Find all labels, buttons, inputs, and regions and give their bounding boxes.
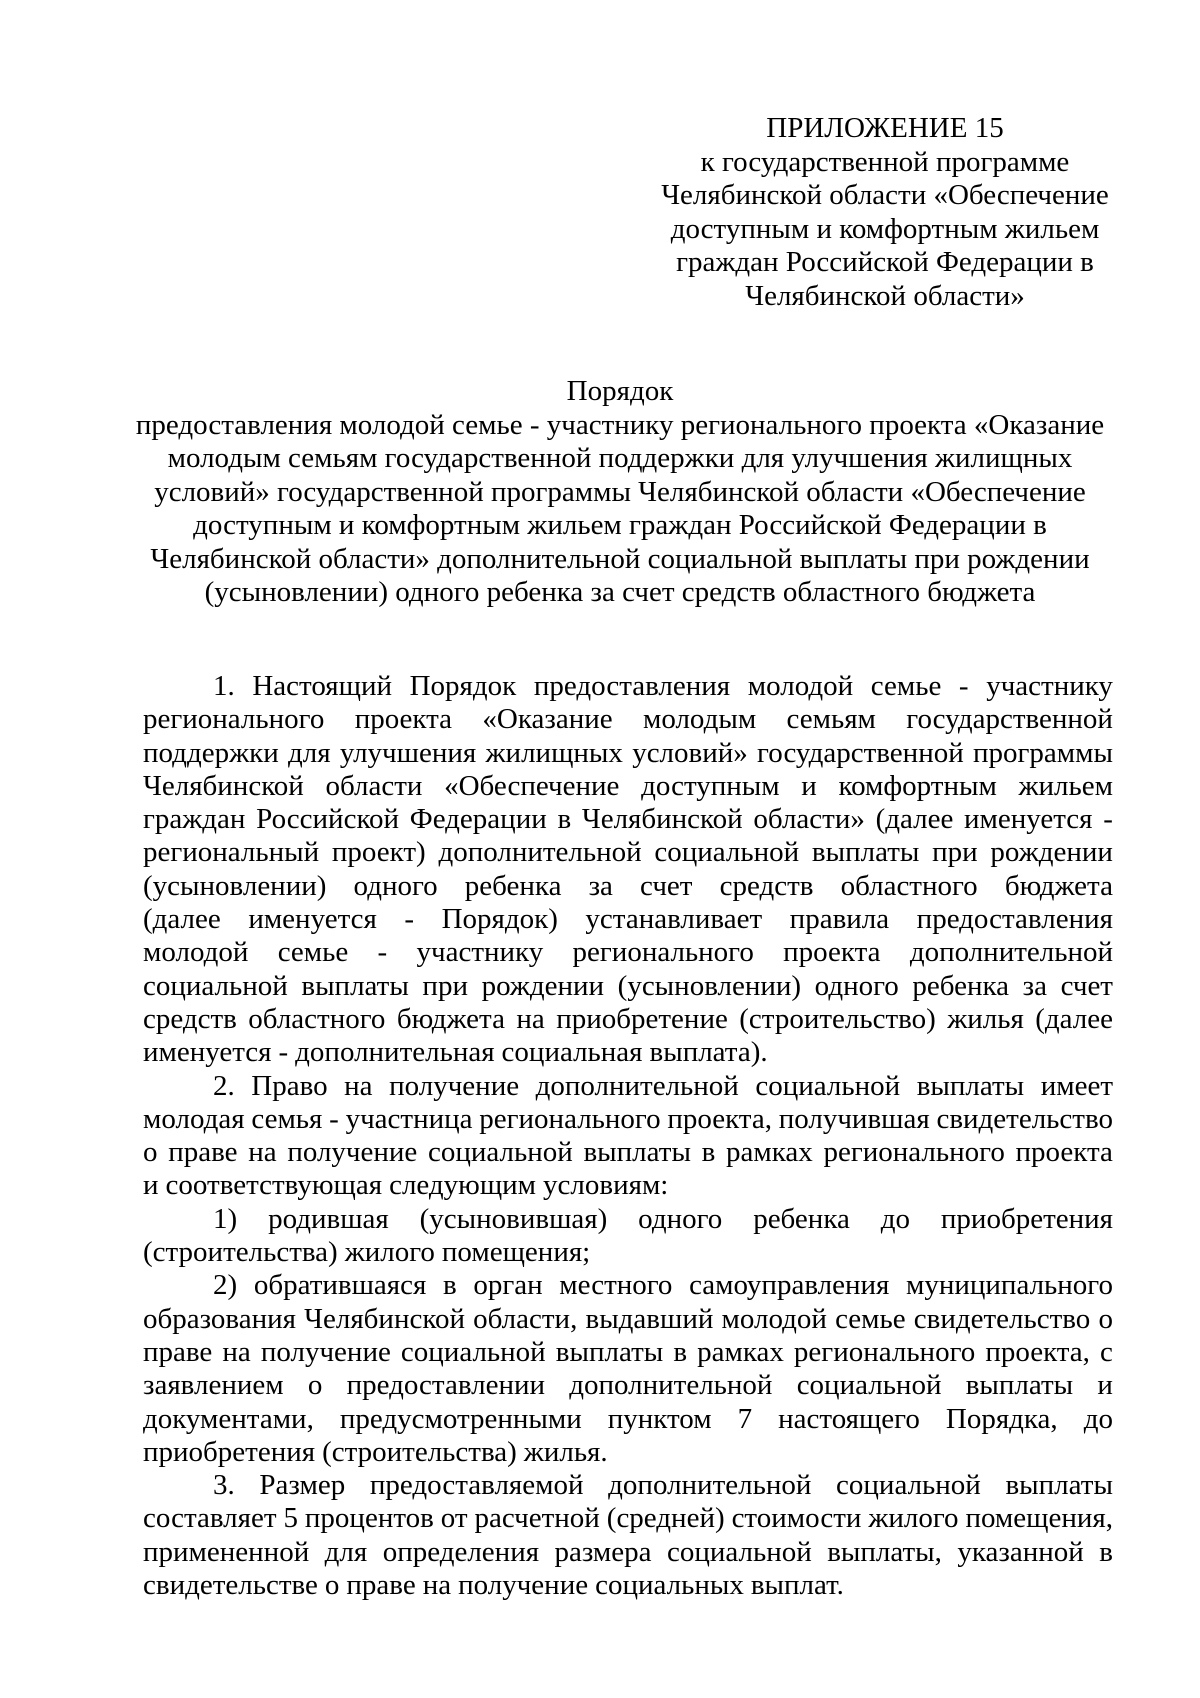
body-line (143, 970, 1113, 1003)
body-word: Челябинской (304, 1302, 465, 1335)
body-word: поддержки (143, 736, 279, 769)
body-word: свидетельство (936, 1102, 1113, 1135)
body-word: рамках (726, 1136, 813, 1169)
body-word: семьям (786, 703, 876, 736)
body-line (143, 1236, 1113, 1269)
body-word: счет (640, 869, 693, 902)
body-word: одного (638, 1202, 723, 1235)
body-word: (далее (143, 903, 221, 936)
body-word: - (404, 903, 415, 936)
body-word: в (442, 1269, 457, 1302)
appendix-line: доступным и комфортным жильем (670, 212, 1100, 245)
body-word: участнику (986, 670, 1113, 702)
body-word: средств (719, 869, 814, 902)
body-line (143, 1469, 1113, 1502)
body-line (143, 1003, 1113, 1036)
body-word: с (1100, 1335, 1113, 1368)
body-word: о (307, 1369, 323, 1402)
body-word: - (1103, 803, 1113, 836)
body-word: социальной (755, 1069, 901, 1102)
body-word: до (1083, 1402, 1113, 1435)
body-word: дополнительная (295, 1036, 495, 1069)
body-word: приобретения (143, 1435, 316, 1468)
body-word: орган (473, 1269, 543, 1302)
body-line (143, 1536, 1113, 1569)
body-line (143, 1569, 1113, 1602)
body-word: «Обеспечение (444, 769, 620, 802)
body-word: 7 (737, 1402, 753, 1435)
body-word: выплаты (1005, 1469, 1113, 1502)
body-word: о (324, 1569, 340, 1602)
body-word: регионального (823, 1136, 1005, 1169)
body-word: участница (345, 1102, 473, 1135)
title-line: Челябинской области» дополнительной социальной выплаты при рождении (150, 542, 1090, 575)
body-word: от (440, 1502, 468, 1535)
body-word: - (958, 670, 969, 702)
title-heading: Порядок (566, 375, 674, 407)
body-word: соответствующая (165, 1169, 383, 1202)
body-word: именуется (964, 803, 1093, 836)
body-word: самоуправления (689, 1269, 890, 1302)
body-word: молодой (143, 936, 249, 969)
body-line (143, 803, 1113, 836)
body-word: за (588, 869, 613, 902)
body-word: при (422, 969, 468, 1002)
body-word: условиям: (543, 1169, 669, 1202)
title-line: молодым семьям государственной поддержки для улучшения жилищных (167, 442, 1073, 474)
body-line (143, 1136, 1113, 1169)
body-word: имеет (1040, 1069, 1113, 1102)
body-word: молодой (721, 1302, 827, 1335)
body-word: жилья (947, 1002, 1024, 1035)
body-word: и (801, 769, 817, 802)
body-word: предоставлении (346, 1369, 546, 1402)
appendix-line: Челябинской области «Обеспечение (661, 179, 1109, 211)
body-word: проекта (1015, 1136, 1113, 1169)
body-word: области (325, 769, 423, 802)
body-word: свидетельство (913, 1302, 1091, 1335)
body-word: документами, (143, 1402, 314, 1435)
body-word: получение (287, 1136, 418, 1169)
body-word: 1. (213, 670, 235, 702)
body-word: указанной (957, 1535, 1084, 1568)
body-word: (средней) (606, 1502, 725, 1535)
body-word: проекта, (985, 1335, 1090, 1368)
body-word: 5 (283, 1502, 298, 1535)
body-word: жилищных (485, 736, 623, 769)
body-word: (строительство) (739, 1002, 936, 1035)
body-line (143, 1169, 1113, 1202)
body-word: следующим (389, 1169, 537, 1202)
body-line (143, 1336, 1113, 1369)
body-word: государственной (757, 736, 964, 769)
body-word: доступным (641, 769, 780, 802)
body-word: заявлением (143, 1369, 284, 1402)
body-word: 2) (213, 1269, 238, 1302)
body-word: в (673, 1335, 688, 1368)
body-word: Настоящий (252, 670, 392, 702)
body-word: родившая (268, 1202, 389, 1235)
body-word: социальной (836, 1469, 981, 1502)
body-word: социальной (654, 836, 800, 869)
body-word: региональный (143, 836, 320, 869)
body-word: рамках (697, 1335, 784, 1368)
body-line (143, 1403, 1113, 1436)
body-word: праве (346, 1569, 416, 1602)
body-word: приобретение (556, 1002, 728, 1035)
body-word: предоставления (916, 903, 1113, 936)
body-word: устанавливает (585, 903, 763, 936)
body-word: при (932, 836, 978, 869)
body-line (143, 1436, 1113, 1469)
body-line (143, 1203, 1113, 1236)
body-word: праве (143, 1335, 213, 1368)
body-word: Размер (259, 1469, 346, 1502)
body-word: (усыновлении) (617, 969, 802, 1002)
body-line (143, 737, 1113, 770)
body-word: социальной (796, 1369, 942, 1402)
body-line (143, 836, 1113, 869)
body-word: областного (840, 869, 978, 902)
body-line (143, 1303, 1113, 1336)
appendix-line: Челябинской области» (745, 279, 1025, 312)
body-word: выплаты (583, 1136, 691, 1169)
body-word: «Оказание (482, 703, 613, 736)
body-word: ребенка (912, 969, 1010, 1002)
body-word: настоящего (778, 1402, 920, 1435)
body-word: семье (835, 1302, 906, 1335)
body-word: регионального (793, 1335, 976, 1368)
body-line (143, 903, 1113, 936)
body-word: именуется (248, 903, 377, 936)
body-word: молодая (143, 1102, 245, 1135)
body-word: социальной (143, 969, 288, 1002)
body-word: программы (973, 736, 1113, 769)
body-word: предусмотренными (339, 1402, 582, 1435)
body-word: Порядок (409, 670, 517, 702)
body-word: проекта, (667, 1102, 772, 1135)
body-word: в (1099, 1535, 1113, 1568)
body-word: за (1022, 969, 1047, 1002)
body-word: (далее (875, 803, 954, 836)
body-word: на (516, 1002, 545, 1035)
body-word: дополнительной (608, 1469, 812, 1502)
body-line (143, 1502, 1113, 1535)
body-word: (усыновлении) (143, 869, 327, 902)
body-word: жилого (868, 1502, 959, 1535)
body-word: расчетной (474, 1502, 600, 1535)
body-word: и (143, 1169, 159, 1202)
body-word: 3. (213, 1469, 235, 1502)
body-word: выдавший (585, 1302, 714, 1335)
title-line: доступным и комфортным жильем граждан Российской Федерации в (193, 509, 1047, 541)
body-word: на (222, 1335, 251, 1368)
title-line: предоставления молодой семье - участнику регионального проекта «Оказание (135, 408, 1105, 441)
body-word: области, (473, 1302, 578, 1335)
body-word: социальной (666, 1535, 812, 1568)
appendix-header (660, 112, 1110, 313)
body-word: получение (458, 1569, 589, 1602)
body-word: семье (277, 936, 349, 969)
body-word: правила (789, 903, 890, 936)
body-word: стоимости (731, 1502, 862, 1535)
body-word: регионального (572, 936, 754, 969)
appendix-line: к государственной программе (700, 145, 1070, 178)
body-word: социальной (400, 1335, 546, 1368)
body-word: области» (753, 803, 865, 836)
body-word: пунктом (607, 1402, 712, 1435)
body-word: образования (143, 1302, 296, 1335)
body-word: предоставления (533, 670, 731, 702)
body-word: Право (251, 1069, 328, 1102)
body-word: семья (251, 1102, 323, 1135)
body-line (143, 1103, 1113, 1136)
body-line (143, 870, 1113, 903)
body-word: процентов (304, 1502, 434, 1535)
body-word: в (701, 1136, 716, 1169)
body-word: дополнительной (438, 836, 642, 869)
body-word: социальная (501, 1036, 643, 1069)
body-line (143, 770, 1113, 803)
body-line (143, 1036, 1113, 1069)
body-word: проект) (331, 836, 426, 869)
body-word: на (422, 1569, 452, 1602)
body-word: - (329, 1102, 339, 1135)
body-word: помещения; (441, 1236, 591, 1269)
body-word: Порядок) (441, 903, 558, 936)
body-word: проекта (783, 936, 881, 969)
body-word: (строительства) (143, 1236, 338, 1269)
body-word: выплата). (649, 1036, 768, 1069)
body-word: жилья. (523, 1435, 608, 1468)
body-word: Челябинской (581, 803, 743, 836)
body-word: средств (143, 1002, 237, 1035)
body-word: 1) (213, 1202, 238, 1235)
body-word: помещения, (965, 1502, 1113, 1535)
body-word: бюджета (1004, 869, 1113, 902)
body-word: одного (814, 969, 899, 1002)
body-word: именуется (143, 1036, 272, 1069)
body-word: местного (559, 1269, 673, 1302)
body-word: улучшения (339, 736, 477, 769)
body-word: счет (1060, 969, 1113, 1002)
body-word: размера (554, 1535, 652, 1568)
body-word: молодой (747, 670, 854, 702)
body-word: примененной (143, 1535, 310, 1568)
body-word: получение (260, 1335, 391, 1368)
body-word: определения (382, 1535, 540, 1568)
body-word: выплат. (750, 1569, 844, 1602)
body-word: выплаты (555, 1335, 664, 1368)
body-word: обратившаяся (253, 1269, 427, 1302)
body-word: регионального (143, 703, 325, 736)
body-word: Федерации (409, 803, 547, 836)
body-word: выплаты, (827, 1535, 942, 1568)
body-word: получившая (778, 1102, 930, 1135)
body-word: 2. (213, 1069, 235, 1102)
body-word: выплаты (811, 836, 920, 869)
body-word: бюджета (396, 1002, 505, 1035)
body-word: ребенка (464, 869, 562, 902)
body-word: социальной (428, 1136, 573, 1169)
body-word: Российской (256, 803, 400, 836)
body-word: семье (870, 670, 942, 702)
body-word: на (248, 1136, 277, 1169)
appendix-line: граждан Российской Федерации в (676, 246, 1094, 278)
body-word: Порядка, (945, 1402, 1058, 1435)
body-word: предоставляемой (369, 1469, 584, 1502)
body-line (143, 1070, 1113, 1103)
document-body (143, 670, 1113, 1602)
body-word: условий» (632, 736, 748, 769)
body-word: граждан (143, 803, 246, 836)
body-word: дополнительной (569, 1369, 773, 1402)
body-word: до (880, 1202, 911, 1235)
appendix-line: ПРИЛОЖЕНИЕ 15 (766, 112, 1004, 144)
body-line (143, 703, 1113, 736)
title-line: (усыновлении) одного ребенка за счет средств областного бюджета (204, 576, 1036, 608)
body-word: выплаты (916, 1069, 1025, 1102)
body-word: - (377, 936, 388, 969)
body-word: в (557, 803, 572, 836)
body-word: для (324, 1535, 368, 1568)
body-word: дополнительной (909, 936, 1113, 969)
body-word: выплаты (301, 969, 409, 1002)
body-word: дополнительной (535, 1069, 739, 1102)
body-word: рождении (481, 969, 605, 1002)
body-word: областного (248, 1002, 386, 1035)
body-word: свидетельстве (143, 1569, 318, 1602)
body-word: муниципального (906, 1269, 1113, 1302)
body-word: жилого (344, 1236, 435, 1269)
body-word: о (1098, 1302, 1113, 1335)
body-word: регионального (479, 1102, 661, 1135)
body-word: составляет (143, 1502, 277, 1535)
body-word: рождении (990, 836, 1113, 869)
body-line (143, 670, 1113, 703)
title-line: условий» государственной программы Челябинской области «Обеспечение (154, 475, 1086, 508)
body-word: и (1097, 1369, 1113, 1402)
body-word: (строительства) (322, 1435, 517, 1468)
body-line (143, 1269, 1113, 1302)
body-word: государственной (906, 703, 1113, 736)
body-word: комфортным (838, 769, 997, 802)
body-word: Челябинской (143, 769, 304, 802)
body-word: молодым (642, 703, 757, 736)
body-word: (далее (1035, 1002, 1113, 1035)
document-title (130, 375, 1110, 610)
body-word: жильем (1018, 769, 1113, 802)
body-word: - (278, 1036, 289, 1069)
body-word: приобретения (940, 1202, 1113, 1235)
body-line (143, 1369, 1113, 1402)
body-word: праве (168, 1136, 238, 1169)
body-word: получение (389, 1069, 520, 1102)
body-word: проекта (354, 703, 453, 736)
body-word: одного (353, 869, 438, 902)
body-word: участнику (416, 936, 544, 969)
body-word: (усыновившая) (419, 1202, 608, 1235)
body-word: на (344, 1069, 373, 1102)
body-line (143, 936, 1113, 969)
body-word: о (143, 1136, 158, 1169)
body-word: социальных (595, 1569, 744, 1602)
body-word: для (288, 736, 331, 769)
body-word: выплаты (965, 1369, 1074, 1402)
body-word: ребенка (753, 1202, 850, 1235)
